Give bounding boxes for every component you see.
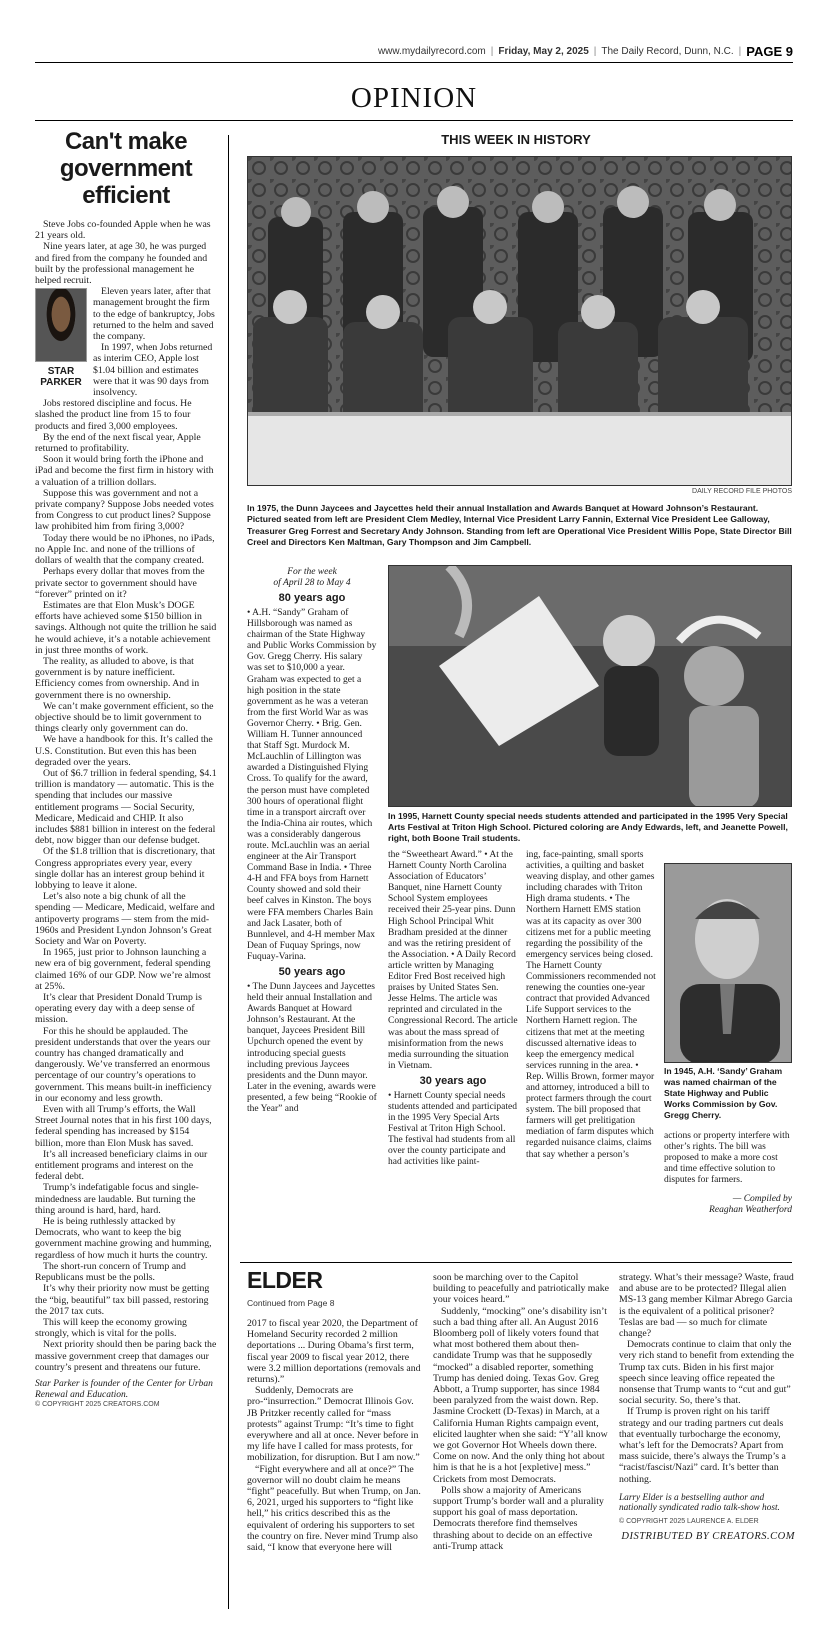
paragraph: Soon it would bring forth the iPhone and iPad and become the first firm in history with a valuation of a trillion dollars. [35,454,214,488]
jaycees-group-photo [247,156,792,486]
history-text: • Harnett County special needs students attended and participated in the 1995 Very Special Arts Festival at Triton High School. The festival had students from all over the county participate and had activities like paint- [388,1090,517,1168]
paragraph: The reality, as alluded to above, is that government is by nature inefficient. Efficiency comes from ownership. And in government there is no ownership. [35,655,200,701]
paragraph: Trump’s indefatigable focus and single-mindedness are laudable. But turning the thing around is hard, hard, hard. [35,1182,199,1216]
paragraph: He is being ruthlessly attacked by Democrats, who want to keep the big government machine growing and humming, regardless of how much it hurts the country. [35,1216,212,1261]
years-heading: 50 years ago [278,966,346,978]
paragraph: Even with all Trump’s efforts, the Wall Street Journal notes that in his first 100 days, federal spending has increased by $154 billion, more than Elon Musk has saved. [35,1104,212,1149]
paragraph: Nine years later, at age 30, he was purged and fired from the company he founded and built by the professional management he helped recruit. [35,241,208,287]
history-column [247,567,377,1115]
week-label: For the week of April 28 to May 4 [273,567,351,588]
paragraph: soon be marching over to the Capitol building to peacefully and patriotically make your voices heard.” [433,1272,610,1306]
years-heading: 80 years ago [278,592,346,604]
elder-column [619,1272,795,1542]
continued-label: Continued from Page 8 [247,1298,335,1308]
paragraph: strategy. What’s their message? Waste, fraud and abuse are to be protected? Illegal alien MS-13 gang member Kilmar Abrego Garcia is the equivalent of a political prisoner? Teslas are bad — so much for climate change? [619,1272,794,1340]
photo-caption: In 1975, the Dunn Jaycees and Jaycettes held their annual Installation and Awards Banquet at Howard Johnson’s Restaurant. Pictured seated from left are President Clem Medley, Internal Vice President Larry Fannin, External Vice President Lee Galloway, Treasurer Greg Forrest and Secretary Andy Johnson. Standing from left are Operational Vice President Willis Pope, State Director Bill Creel and Directors Ken Maltman, Gary Thompson and Jim Campbell. [247,503,792,548]
paragraph: Of the $1.8 trillion that is discretionary, that Congress appropriates every year, every single dollar has an interest group behind it lobbying to leave it alone. [35,846,216,891]
author-name: STAR PARKER [40,366,82,389]
paragraph: Let’s also note a big chunk of all the spending — Medicare, Medicaid, welfare and antipoverty programs — stem from the mid-1960s and President Lyndon Johnson’s Great Society and War on Poverty. [35,891,215,947]
column-headline: Can't make government efficient [59,128,193,209]
author-box [35,288,87,388]
history-title: THIS WEEK IN HISTORY [441,132,591,147]
paragraph: Out of $6.7 trillion in federal spending, $4.1 trillion is mandatory — automatic. This is the spending that includes our massive entitlement programs — Social Security, Medicare, Medicaid and CHIP. It also includes $881 billion in interest on the federal debt, now bigger than our defense budget. [35,767,217,847]
compiled-by: — Compiled by Reaghan Weatherford [709,1194,792,1216]
paragraph: Suddenly, “mocking” one’s disability isn’t such a bad thing after all. An August 2016 Bloomberg poll of likely voters found that what most bothered them about then-candidate Trump was that he supposedly “mocked” a disabled reporter, something Trump has denied doing. Texas Gov. Greg Abbott, a Trump supporter, has since 1984 been paralyzed from the waist down. Rep. Jasmine Crockett (D-Texas) in March, at a California Human Rights campaign event, elicited laughter when she said: “Y’all know we got Governor Hot Wheels down there. Come on now. And the only thing hot about him is that he is a hot [expletive] mess.” Crickets from most Democrats. [433,1305,608,1485]
author-bio: Larry Elder is a bestselling author and nationally syndicated radio talk-show host. [619,1492,780,1514]
history-column [388,850,518,1169]
paragraph: “Fight everywhere and all at once?” The governor will no doubt claim he means “fight” peacefully. But when Trump, on Jan. 6, 2021, urged his supporters to “fight like hell,” his critics described this as the equivalent of ordering his supporters to set the country on fire. Never mind Trump also said, “I know that everyone here will [247,1463,421,1554]
section-title: OPINION [350,82,478,114]
history-text: actions or property interfere with other’s rights. The bill was proposed to make a more cost and time effective solution to disputes for farmers. [664,1131,790,1186]
history-text: ing, face-painting, small sports activities, a quilting and basket weaving display, and other games including charades with Triton High drama students. • The Northern Harnett EMS station was at its capacity as over 300 citizens met for a public meeting regarding the possibility of the emergency services being closed. The Harnett County Commissioners recommended not renewing the counties one-year contract that provided Advanced Life Support services to the Northern Harnett region. The citizens that met at the meeting discussed alternative ideas to keep the emergency medical services running in the area. • Rep. Willis Brown, former mayor and attorney, introduced a bill to protect farmers through the court system. The bill proposed that farmers will get prelitigation mediation of farm disputes which regarded nuisance claims, claims that say whether a person’s [526,850,656,1160]
arts-festival-photo [388,565,792,807]
history-text: • The Dunn Jaycees and Jaycettes held their annual Installation and Awards Banquet at Howard Johnson’s Restaurant. At the banquet, Jaycees President Bill Upchurch opened the event by introducing special guests including previous Jaycees presidents and the Dunn mayor. Later in the evening, awards were presented, a few being “Rookie of the Year” and [247,982,377,1115]
history-column [526,850,656,1161]
photo-caption: In 1945, A.H. ‘Sandy’ Graham was named chairman of the State Highway and Public Works Commission by Gov. Gregg Cherry. [664,1066,783,1120]
paragraph: 2017 to fiscal year 2020, the Department of Homeland Security recorded 2 million deportations ... During Obama’s first term, fiscal year 2009 to fiscal year 2012, there were 3.2 million deportations (removals and returns).” [247,1318,421,1386]
copyright: © COPYRIGHT 2025 LAURENCE A. ELDER [619,1517,759,1525]
paragraph: Democrats continue to claim that only the very rich stand to benefit from extending the Trump tax cuts. Biden in his first major speech since leaving office repeated the nonsense that Trump wants to “cut and gut” social security. So, there’s that. [619,1339,794,1407]
history-text: the “Sweetheart Award.” • At the Harnett County North Carolina Association of Educators’ Banquet, nine Harnett County School System employees received their 25-year pins. Dunn High School Principal Whit Bradham presided at the dinner and was the retiring president of the Association. • A Daily Record article written by Managing Editor Fred Bost received high praises by United States Sen. Jesse Helms. The article was reprinted and circulated in the Congressional Record. The article was about the mass spread of misinformation from the news media surrounding the situation in Vietnam. [388,850,518,1071]
paragraph: The short-run concern of Trump and Republicans must be the polls. [35,1260,186,1284]
site-url[interactable]: www.mydailyrecord.com [377,45,486,57]
paragraph: Next priority should then be paring back the massive government creep that damages our country’s present and threatens our future. [35,1339,217,1373]
paragraph: Eleven years later, after that management brought the firm to the edge of bankruptcy, Jobs returned to the helm and saved the company. [93,286,215,343]
parker-column [35,128,217,1408]
page-header: www.mydailyrecord.com | Friday, May 2, 2025 | The Daily Record, Dunn, N.C. | PAGE 9 [377,43,793,59]
column-body [35,219,217,1373]
elder-rule [240,1262,792,1263]
elder-column [433,1272,609,1552]
column-divider [228,135,229,1609]
paragraph: We have a handbook for this. It’s called the U.S. Constitution. But even this has been degraded over the years. [35,734,213,768]
paragraph: It’s all increased beneficiary claims in our entitlement programs and interest on the federal debt. [35,1148,208,1183]
author-photo [35,288,87,362]
paper-name: The Daily Record, Dunn, N.C. [601,45,734,57]
copyright: © COPYRIGHT 2025 CREATORS.COM [35,1400,160,1408]
paragraph: It’s clear that President Donald Trump is operating every day with a deep sense of mission. [35,992,202,1026]
paragraph: This will keep the economy growing strongly, which is vital for the polls. [35,1316,187,1340]
page-number: PAGE 9 [746,43,793,59]
author-bio: Star Parker is founder of the Center for Urban Renewal and Education. [35,1378,213,1400]
paragraph: Today there would be no iPhones, no iPads, no Apple Inc. and none of the trillions of dollars of wealth that the company created. [35,532,215,567]
paragraph: Jobs restored discipline and focus. He slashed the product line from 15 to four products and fired 3,000 employees. [35,398,192,432]
history-column [664,1131,792,1216]
distributed-by: DISTRIBUTED BY CREATORS.COM [621,1531,795,1543]
photo-credit: DAILY RECORD FILE PHOTOS [692,488,792,495]
section-rule [35,120,793,121]
paragraph: It’s why their priority now must be getting the “big, beautiful” tax bill passed, restoring the 2017 tax cuts. [35,1283,210,1317]
paragraph: Steve Jobs co-founded Apple when he was 21 years old. [35,219,211,242]
paragraph: We can’t make government efficient, so the objective should be to limit government to things clearly only government can do. [35,700,214,735]
paragraph: Perhaps every dollar that moves from the private sector to government should have “forever” printed on it? [35,566,205,600]
paragraph: Suddenly, Democrats are pro-“insurrection.” Democrat Illinois Gov. JB Pritzker recently called for “mass protests” against Trump: “It’s time to fight everywhere and all at once. Never before in my life have I called for mass protests, for mobilization, for disruption. But I am now.” [247,1385,420,1464]
issue-date: Friday, May 2, 2025 [498,45,589,57]
paragraph: By the end of the next fiscal year, Apple returned to profitability. [35,431,201,455]
paragraph: If Trump is proven right on his tariff strategy and our trading partners cut deals that eventually turbocharge the economy, what’s left for the Democrats? Apart from mass suicide, there’s always the Trump’s a “racist/fascist/Nazi” card. It’s better than nothing. [619,1406,786,1485]
paragraph: In 1965, just prior to Johnson launching a new era of big government, federal spending claimed 16% of our GDP. Now we’re almost at 25%. [35,947,211,992]
paragraph: Polls show a majority of Americans support Trump’s border wall and a plurality support his goal of mass deportation. Democrats therefore find themselves thrashing about to decide on an effective anti-Trump attack [433,1484,604,1552]
paragraph: In 1997, when Jobs returned as interim CEO, Apple lost $1.04 billion and estimates were that it was 90 days from insolvency. [93,342,213,399]
photo-caption: In 1995, Harnett County special needs students attended and participated in the 1995 Very Special Arts Festival at Triton High School. Pictured coloring are Andy Edwards, left, and Jeanette Powell, right, both Boone Trail students. [388,811,788,843]
history-text: • A.H. “Sandy” Graham of Hillsborough was named as chairman of the State Highway and Public Works Commission by Gov. Gregg Cherry. His salary was set to $10,000 a year. Graham was expected to get a high position in the state government as he was a veteran from the first World War as was Governor Cherry. • Brig. Gen. William H. Tunner announced that Staff Sgt. Murdock M. McLauchlin of Lillington was awarded a Distinguished Flying Cross. To qualify for the award, the person must have completed 300 hours of operational flight time in a transport aircraft over the India-China air routes, which was a considerably dangerous route. McLauchlin was an aerial engineer at the Air Transport Command Base in India. • Three 4-H and FFA boys from Harnett County showed and sold their beef calves in Kinston. The boys were FFA members Charles Bain and Jack Lasater, both of Bunnlevel, and 4-H member Max Dean of Fuquay Springs, now Fuquay-Varina. [247,608,377,962]
header-rule [35,62,793,63]
years-heading: 30 years ago [419,1074,487,1087]
paragraph: Suppose this was government and not a private company? Suppose Jobs needed votes from Congress to cut product lines? Suppose law prohibited him from firing 3,000? [35,487,214,533]
paragraph: For this he should be applauded. The president understands that over the years our country has changed dramatically and dangerously. We’ve transferred an enormous percentage of our country’s operations to government. This means built-in inefficiency in our economy and less growth. [35,1025,212,1104]
elder-column [247,1318,423,1553]
portrait-photo [664,863,792,1063]
paragraph: Estimates are that Elon Musk’s DOGE efforts have achieved some $150 billion in savings. Although not quite the trillion he said he would achieve, it’s a notable achievement in just three months of work. [35,599,217,656]
elder-headline: ELDER [247,1267,323,1293]
